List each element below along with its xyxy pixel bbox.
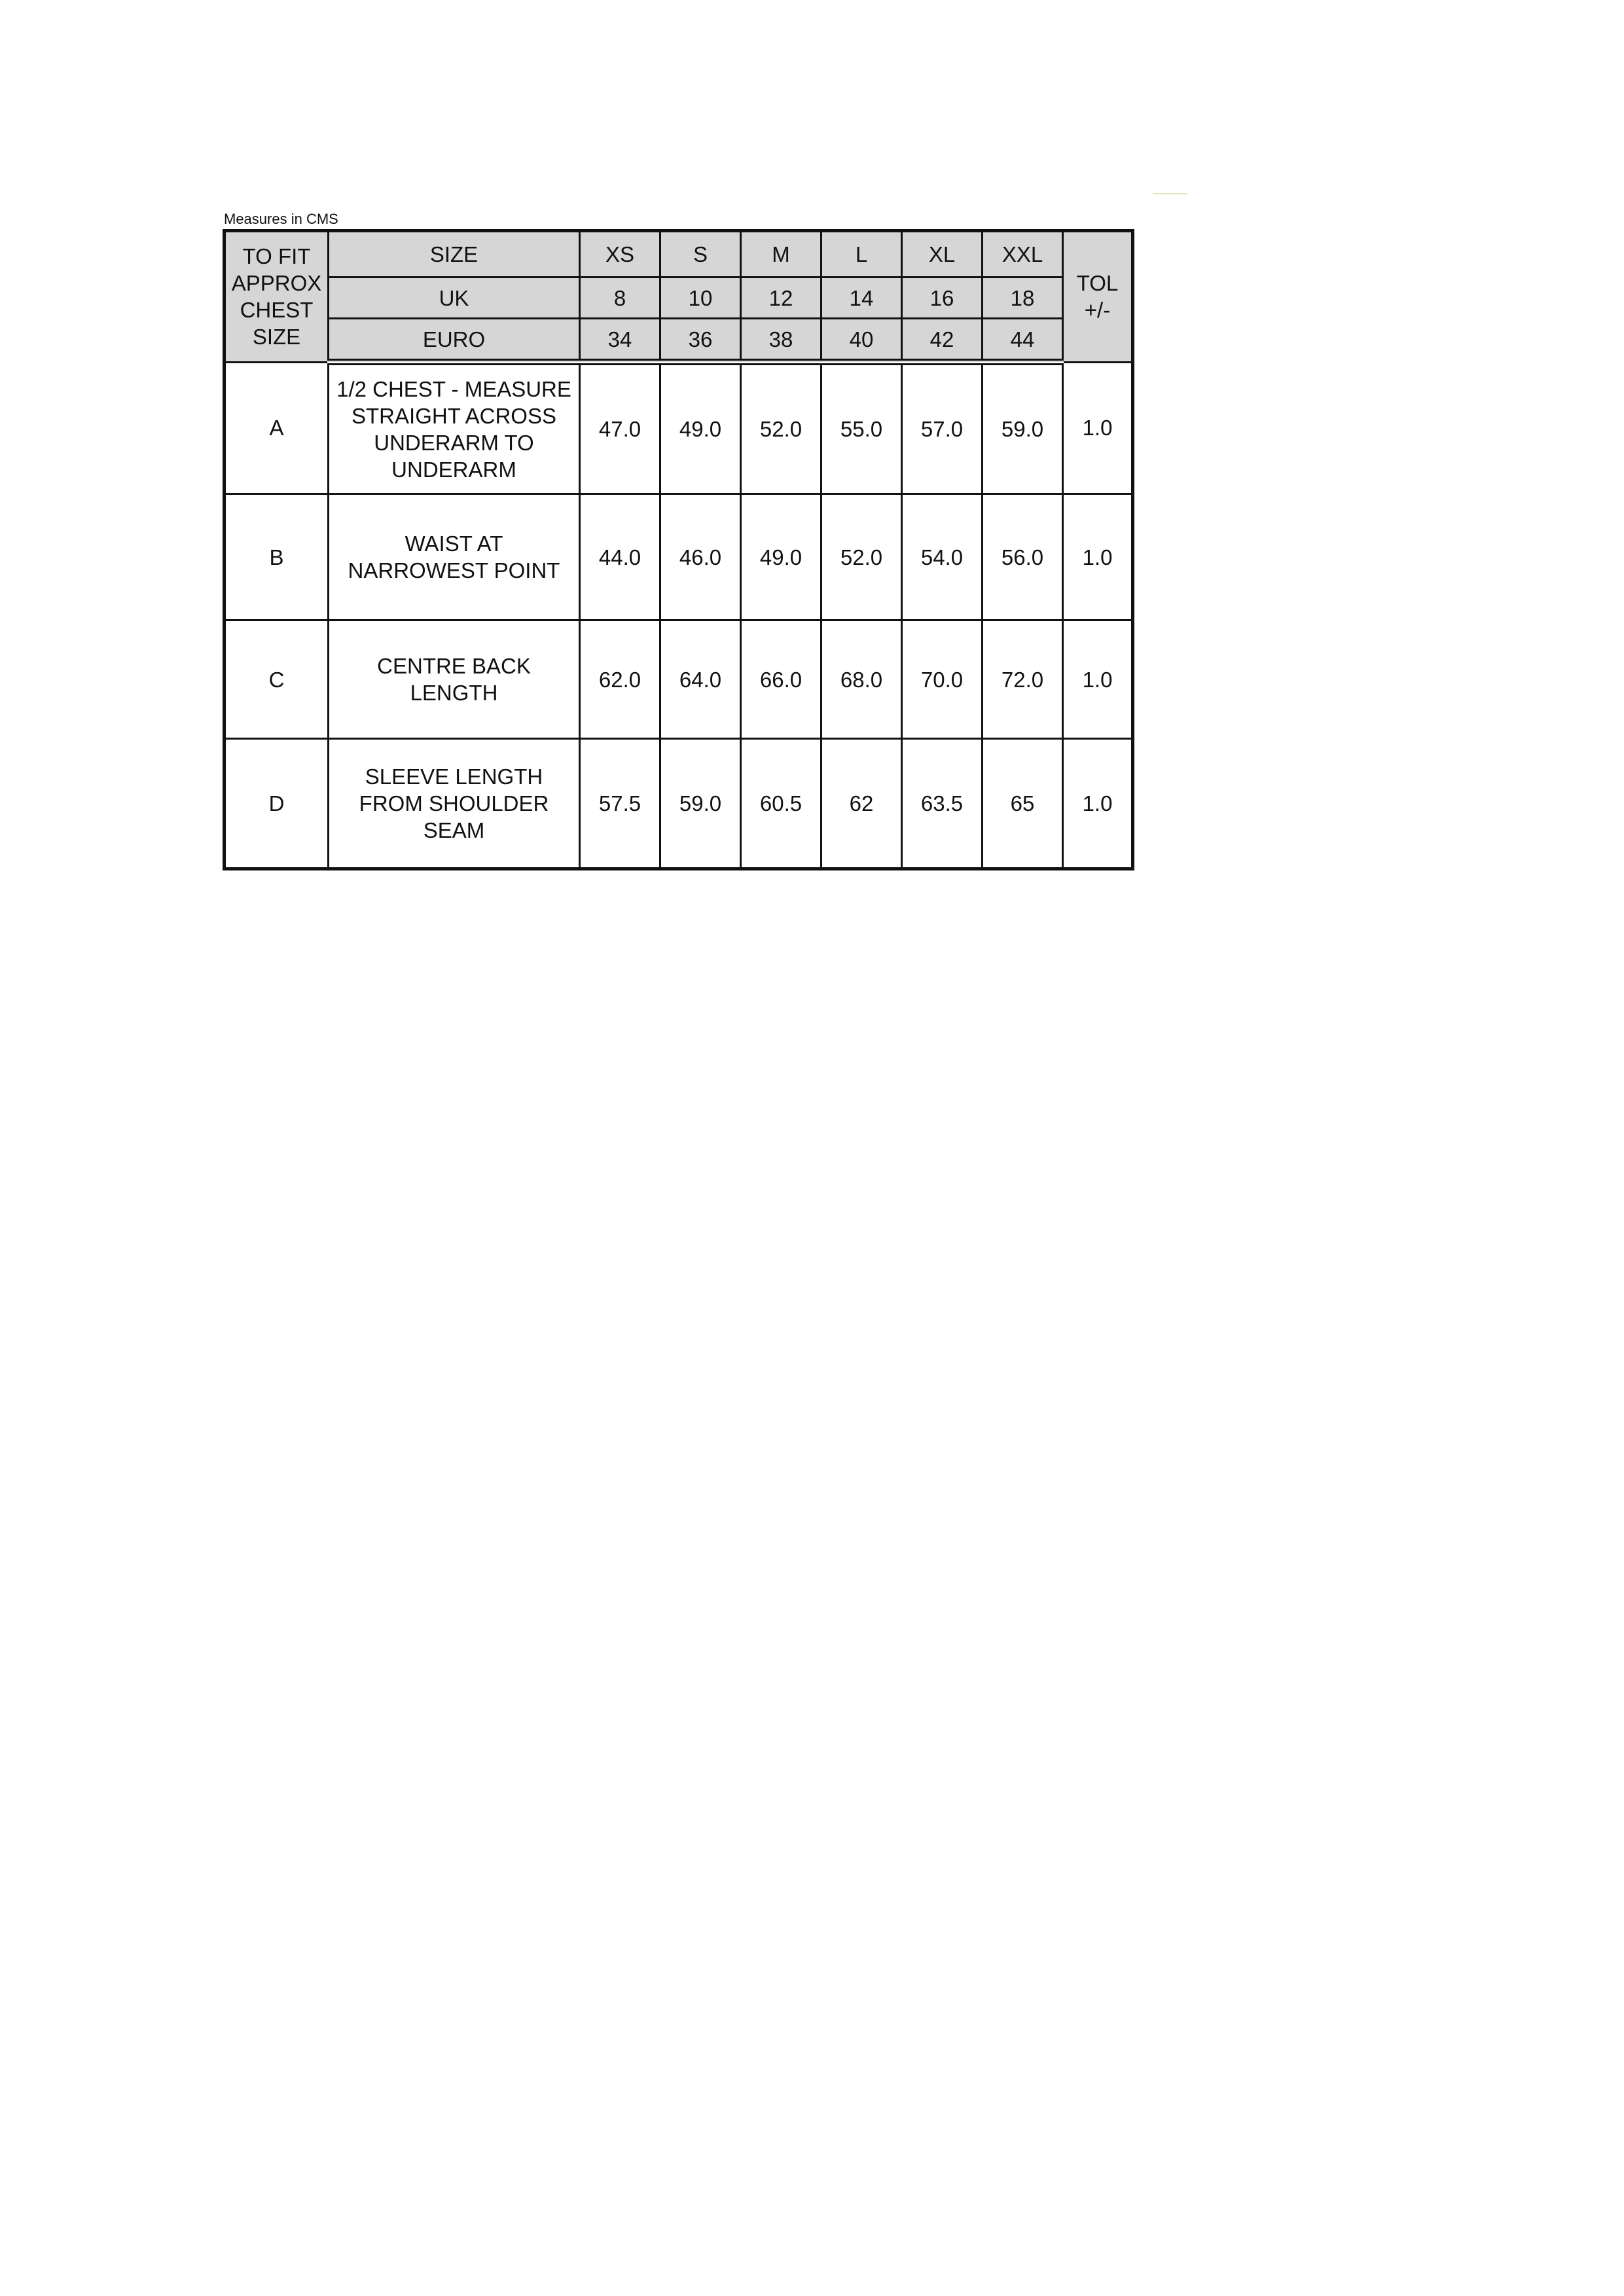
table-row <box>225 362 1133 494</box>
corner-label-line: TO FIT <box>242 244 311 269</box>
corner-label-line: CHEST <box>240 298 314 323</box>
euro-size-cell: 42 <box>902 319 983 363</box>
description-line: CENTRE BACK <box>377 654 531 678</box>
measure-description <box>329 739 580 869</box>
uk-size-cell: 14 <box>821 278 902 319</box>
measurement-value: 49.0 <box>660 362 741 494</box>
description-line: SLEEVE LENGTH <box>365 764 543 789</box>
euro-header-row <box>225 319 1133 363</box>
size-cell: S <box>660 231 741 278</box>
measurement-value: 64.0 <box>660 620 741 739</box>
size-cell: XXL <box>983 231 1063 278</box>
size-chart-table <box>223 229 1134 870</box>
units-caption: Measures in CMS <box>224 211 338 227</box>
description-line: WAIST AT <box>405 531 503 556</box>
corner-label-cell <box>225 231 329 363</box>
euro-size-cell: 38 <box>741 319 821 363</box>
corner-label-line: SIZE <box>252 325 301 350</box>
tolerance-label-line: +/- <box>1084 298 1111 323</box>
measurement-value: 46.0 <box>660 494 741 620</box>
table-row <box>225 494 1133 620</box>
measurement-value: 47.0 <box>580 362 660 494</box>
measure-code: C <box>225 620 329 739</box>
tolerance-value: 1.0 <box>1063 620 1133 739</box>
euro-size-cell: 44 <box>983 319 1063 363</box>
scan-mark <box>1153 193 1187 194</box>
tolerance-value: 1.0 <box>1063 739 1133 869</box>
measurement-value: 49.0 <box>741 494 821 620</box>
measurement-value: 44.0 <box>580 494 660 620</box>
size-cell: L <box>821 231 902 278</box>
header-label-uk: UK <box>329 278 580 319</box>
measure-code: A <box>225 362 329 494</box>
description-line: UNDERARM TO <box>374 430 534 455</box>
size-cell: XL <box>902 231 983 278</box>
measure-code: D <box>225 739 329 869</box>
header-label-size: SIZE <box>329 231 580 278</box>
uk-size-cell: 10 <box>660 278 741 319</box>
measure-description <box>329 620 580 739</box>
euro-size-cell: 34 <box>580 319 660 363</box>
description-line: 1/2 CHEST - MEASURE <box>336 376 571 401</box>
corner-label-line: APPROX <box>231 271 322 296</box>
uk-size-cell: 18 <box>983 278 1063 319</box>
uk-size-cell: 8 <box>580 278 660 319</box>
measurement-value: 60.5 <box>741 739 821 869</box>
tolerance-value: 1.0 <box>1063 494 1133 620</box>
size-cell: XS <box>580 231 660 278</box>
uk-header-row <box>225 278 1133 319</box>
measurement-value: 57.0 <box>902 362 983 494</box>
measure-description <box>329 362 580 494</box>
tolerance-label-cell <box>1063 231 1133 363</box>
description-line: FROM SHOULDER <box>359 791 549 816</box>
measure-code: B <box>225 494 329 620</box>
description-line: UNDERARM <box>391 457 516 482</box>
measurement-value: 62.0 <box>580 620 660 739</box>
measurement-value: 63.5 <box>902 739 983 869</box>
table-row <box>225 739 1133 869</box>
measurement-value: 66.0 <box>741 620 821 739</box>
header-label-euro: EURO <box>329 319 580 363</box>
measure-description <box>329 494 580 620</box>
size-header-row <box>225 231 1133 278</box>
measurement-value: 54.0 <box>902 494 983 620</box>
measurement-value: 59.0 <box>660 739 741 869</box>
tolerance-value: 1.0 <box>1063 362 1133 494</box>
euro-size-cell: 40 <box>821 319 902 363</box>
uk-size-cell: 16 <box>902 278 983 319</box>
measurement-value: 59.0 <box>983 362 1063 494</box>
uk-size-cell: 12 <box>741 278 821 319</box>
size-cell: M <box>741 231 821 278</box>
euro-size-cell: 36 <box>660 319 741 363</box>
tolerance-label-line: TOL <box>1076 271 1119 296</box>
measurement-value: 55.0 <box>821 362 902 494</box>
measurement-value: 52.0 <box>741 362 821 494</box>
description-line: LENGTH <box>410 681 498 705</box>
description-line: STRAIGHT ACROSS <box>352 403 556 428</box>
description-line: NARROWEST POINT <box>348 558 560 583</box>
measurement-value: 65 <box>983 739 1063 869</box>
description-line: SEAM <box>423 818 485 842</box>
measurement-value: 62 <box>821 739 902 869</box>
measurement-value: 56.0 <box>983 494 1063 620</box>
measurement-value: 57.5 <box>580 739 660 869</box>
table-row <box>225 620 1133 739</box>
measurement-value: 68.0 <box>821 620 902 739</box>
measurement-value: 70.0 <box>902 620 983 739</box>
measurement-value: 72.0 <box>983 620 1063 739</box>
measurement-value: 52.0 <box>821 494 902 620</box>
